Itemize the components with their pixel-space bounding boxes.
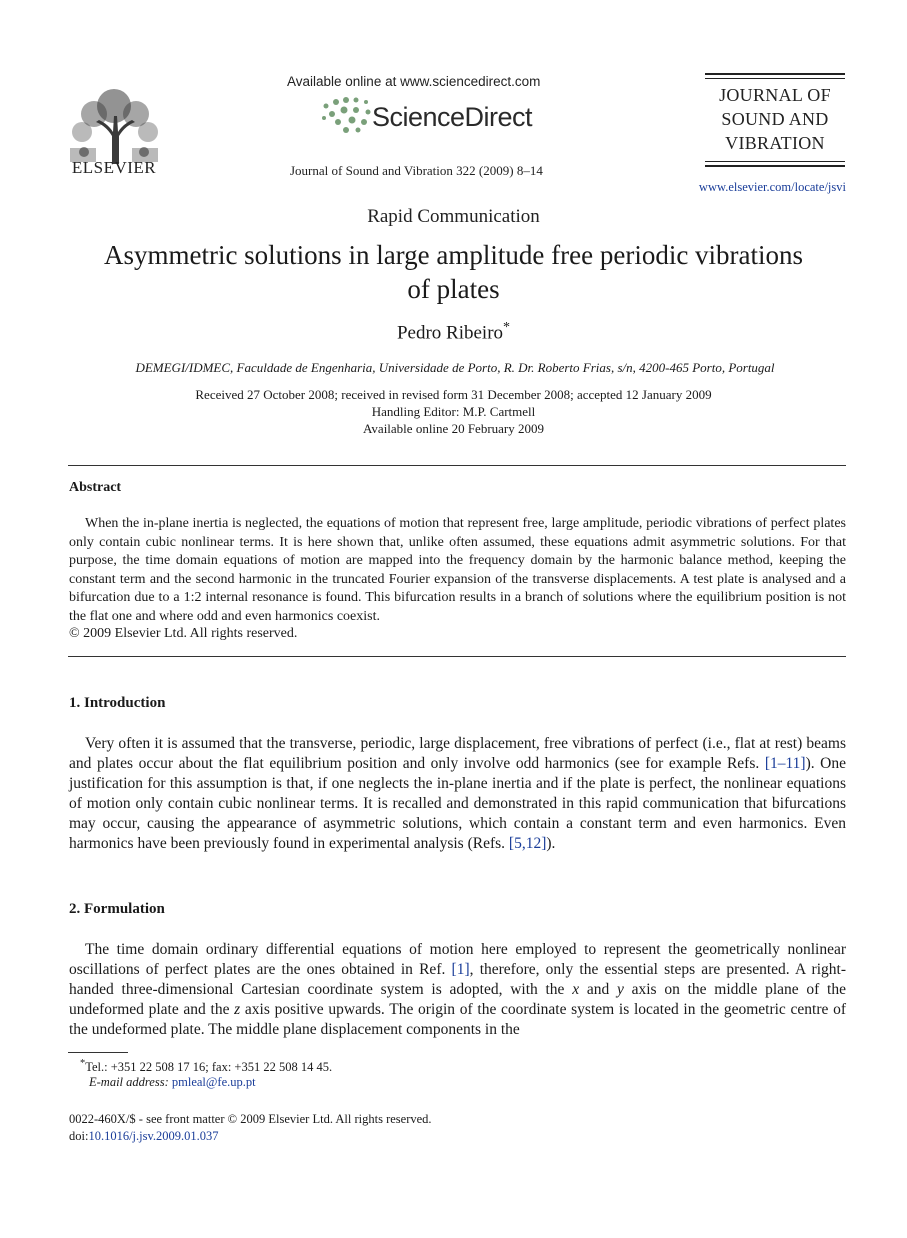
doi-line — [69, 1129, 219, 1144]
reference-link[interactable]: [1–11] — [764, 755, 806, 773]
section-heading-introduction: 1. Introduction — [69, 695, 166, 711]
abstract-text: When the in-plane inertia is neglected, the equations of motion that represent free, large amplitude, periodic vibrations of perfect plates only contain cubic nonlinear terms. It is here shown that, unlike often assumed, these equations admit asymmetric solutions. For that purpose, the time domain equations of motion are mapped into the frequency domain by the harmonic balance method, keeping the constant term and the second harmonic in the truncated Fourier expansion of the transverse displacements. A test plate is analysed and a bifurcation due to a 1:2 internal resonance is found. This bifurcation results in a branch of solutions where the equilibrium position is not the flat one and where odd and even harmonics coexist. — [69, 516, 846, 624]
author-footnote-mark[interactable]: * — [503, 320, 511, 335]
email-label: E-mail address: — [89, 1075, 169, 1089]
abstract-heading: Abstract — [69, 480, 122, 495]
bottom-thin-rule — [705, 161, 845, 162]
available-online-text: Available online at www.sciencedirect.com — [287, 74, 541, 89]
journal-title — [705, 79, 845, 161]
introduction-paragraph — [69, 734, 846, 855]
footnote-email — [89, 1075, 256, 1090]
received-dates: Received 27 October 2008; received in revised form 31 December 2008; accepted 12 January 2009 — [195, 387, 712, 402]
top-rule — [705, 73, 845, 75]
issn-line: 0022-460X/$ - see front matter © 2009 Elsevier Ltd. All rights reserved. — [69, 1112, 432, 1126]
journal-url-link[interactable]: www.elsevier.com/locate/jsvi — [698, 180, 846, 194]
text-span: ). One justification for this assumption is that, if one neglects the in-plane inertia and if the plate is perfect, the nonlinear equations of motion only contain cubic nonlinear terms. It is recalled and demonstrated in this rapid communication that bifurcations may occur, causing the appearance of asymmetric solutions, which contain a constant term and even harmonics. Even harmonics have been previously found in experimental analysis (Refs. — [69, 755, 846, 853]
handling-editor: Handling Editor: M.P. Cartmell — [371, 404, 536, 419]
math-z: z — [234, 1001, 241, 1019]
article-title: Asymmetric solutions in large amplitude free periodic vibrations of plates — [103, 240, 804, 304]
bottom-rule — [705, 165, 845, 167]
text-span: axis positive upwards. The origin of the coordinate system is located in the geometric centre of the undeformed plate. The middle plane displacement components in the — [69, 1001, 847, 1039]
sciencedirect-dots-icon — [316, 96, 376, 136]
section-heading-formulation: 2. Formulation — [69, 901, 165, 917]
text-span: , therefore, only the essential steps are presented. A right-handed three-dimensional Cartesian coordinate system is adopted, with the — [69, 961, 846, 999]
text-span: Very often it is assumed that the transverse, periodic, large displacement, free vibrations of perfect (i.e., flat at rest) beams and plates occur about the flat equilibrium position and only involve odd harmonics (see for example Refs. — [69, 735, 846, 773]
journal-title-line: JOURNAL OF — [719, 85, 831, 105]
author-name: Pedro Ribeiro — [396, 322, 504, 344]
doi-label: doi: — [69, 1129, 89, 1143]
footnote-tel — [80, 1058, 332, 1075]
reference-link[interactable]: [1] — [451, 961, 470, 979]
abstract-copyright: © 2009 Elsevier Ltd. All rights reserved. — [69, 626, 298, 641]
text-span: The time domain ordinary differential equations of motion here employed to represent the geometrically nonlinear oscillations of perfect plates are the ones obtained in Ref. — [69, 941, 846, 979]
text-span: ). — [546, 835, 556, 853]
math-x: x — [572, 981, 580, 999]
sciencedirect-wordmark: ScienceDirect — [372, 102, 533, 132]
affiliation: DEMEGI/IDMEC, Faculdade de Engenharia, Universidade de Porto, R. Dr. Roberto Frias, s/n, 4200-465 Porto, Portugal — [135, 360, 775, 375]
email-link[interactable]: pmleal@fe.up.pt — [171, 1075, 256, 1089]
journal-title-line: SOUND AND — [721, 109, 829, 129]
reference-link[interactable]: [5,12] — [508, 835, 547, 853]
doi-link[interactable]: 10.1016/j.jsv.2009.01.037 — [88, 1129, 219, 1143]
text-span: and — [579, 981, 617, 999]
formulation-paragraph — [69, 940, 846, 1040]
divider — [68, 465, 846, 466]
text-span: axis on the middle plane of the undeformed plate and the — [69, 981, 846, 1019]
math-y: y — [616, 981, 624, 999]
footnote-mark: * — [80, 1058, 86, 1069]
footnote-rule — [68, 1052, 128, 1053]
journal-title-box — [705, 73, 845, 167]
journal-title-line: VIBRATION — [725, 133, 825, 153]
footnote-tel-text: Tel.: +351 22 508 17 16; fax: +351 22 508 14 45. — [85, 1060, 333, 1075]
article-type: Rapid Communication — [367, 206, 540, 227]
available-online-date: Available online 20 February 2009 — [363, 421, 544, 436]
publisher-name: ELSEVIER — [71, 158, 157, 177]
divider — [68, 656, 846, 657]
author-line — [0, 320, 907, 344]
journal-citation: Journal of Sound and Vibration 322 (2009) 8–14 — [290, 163, 543, 178]
